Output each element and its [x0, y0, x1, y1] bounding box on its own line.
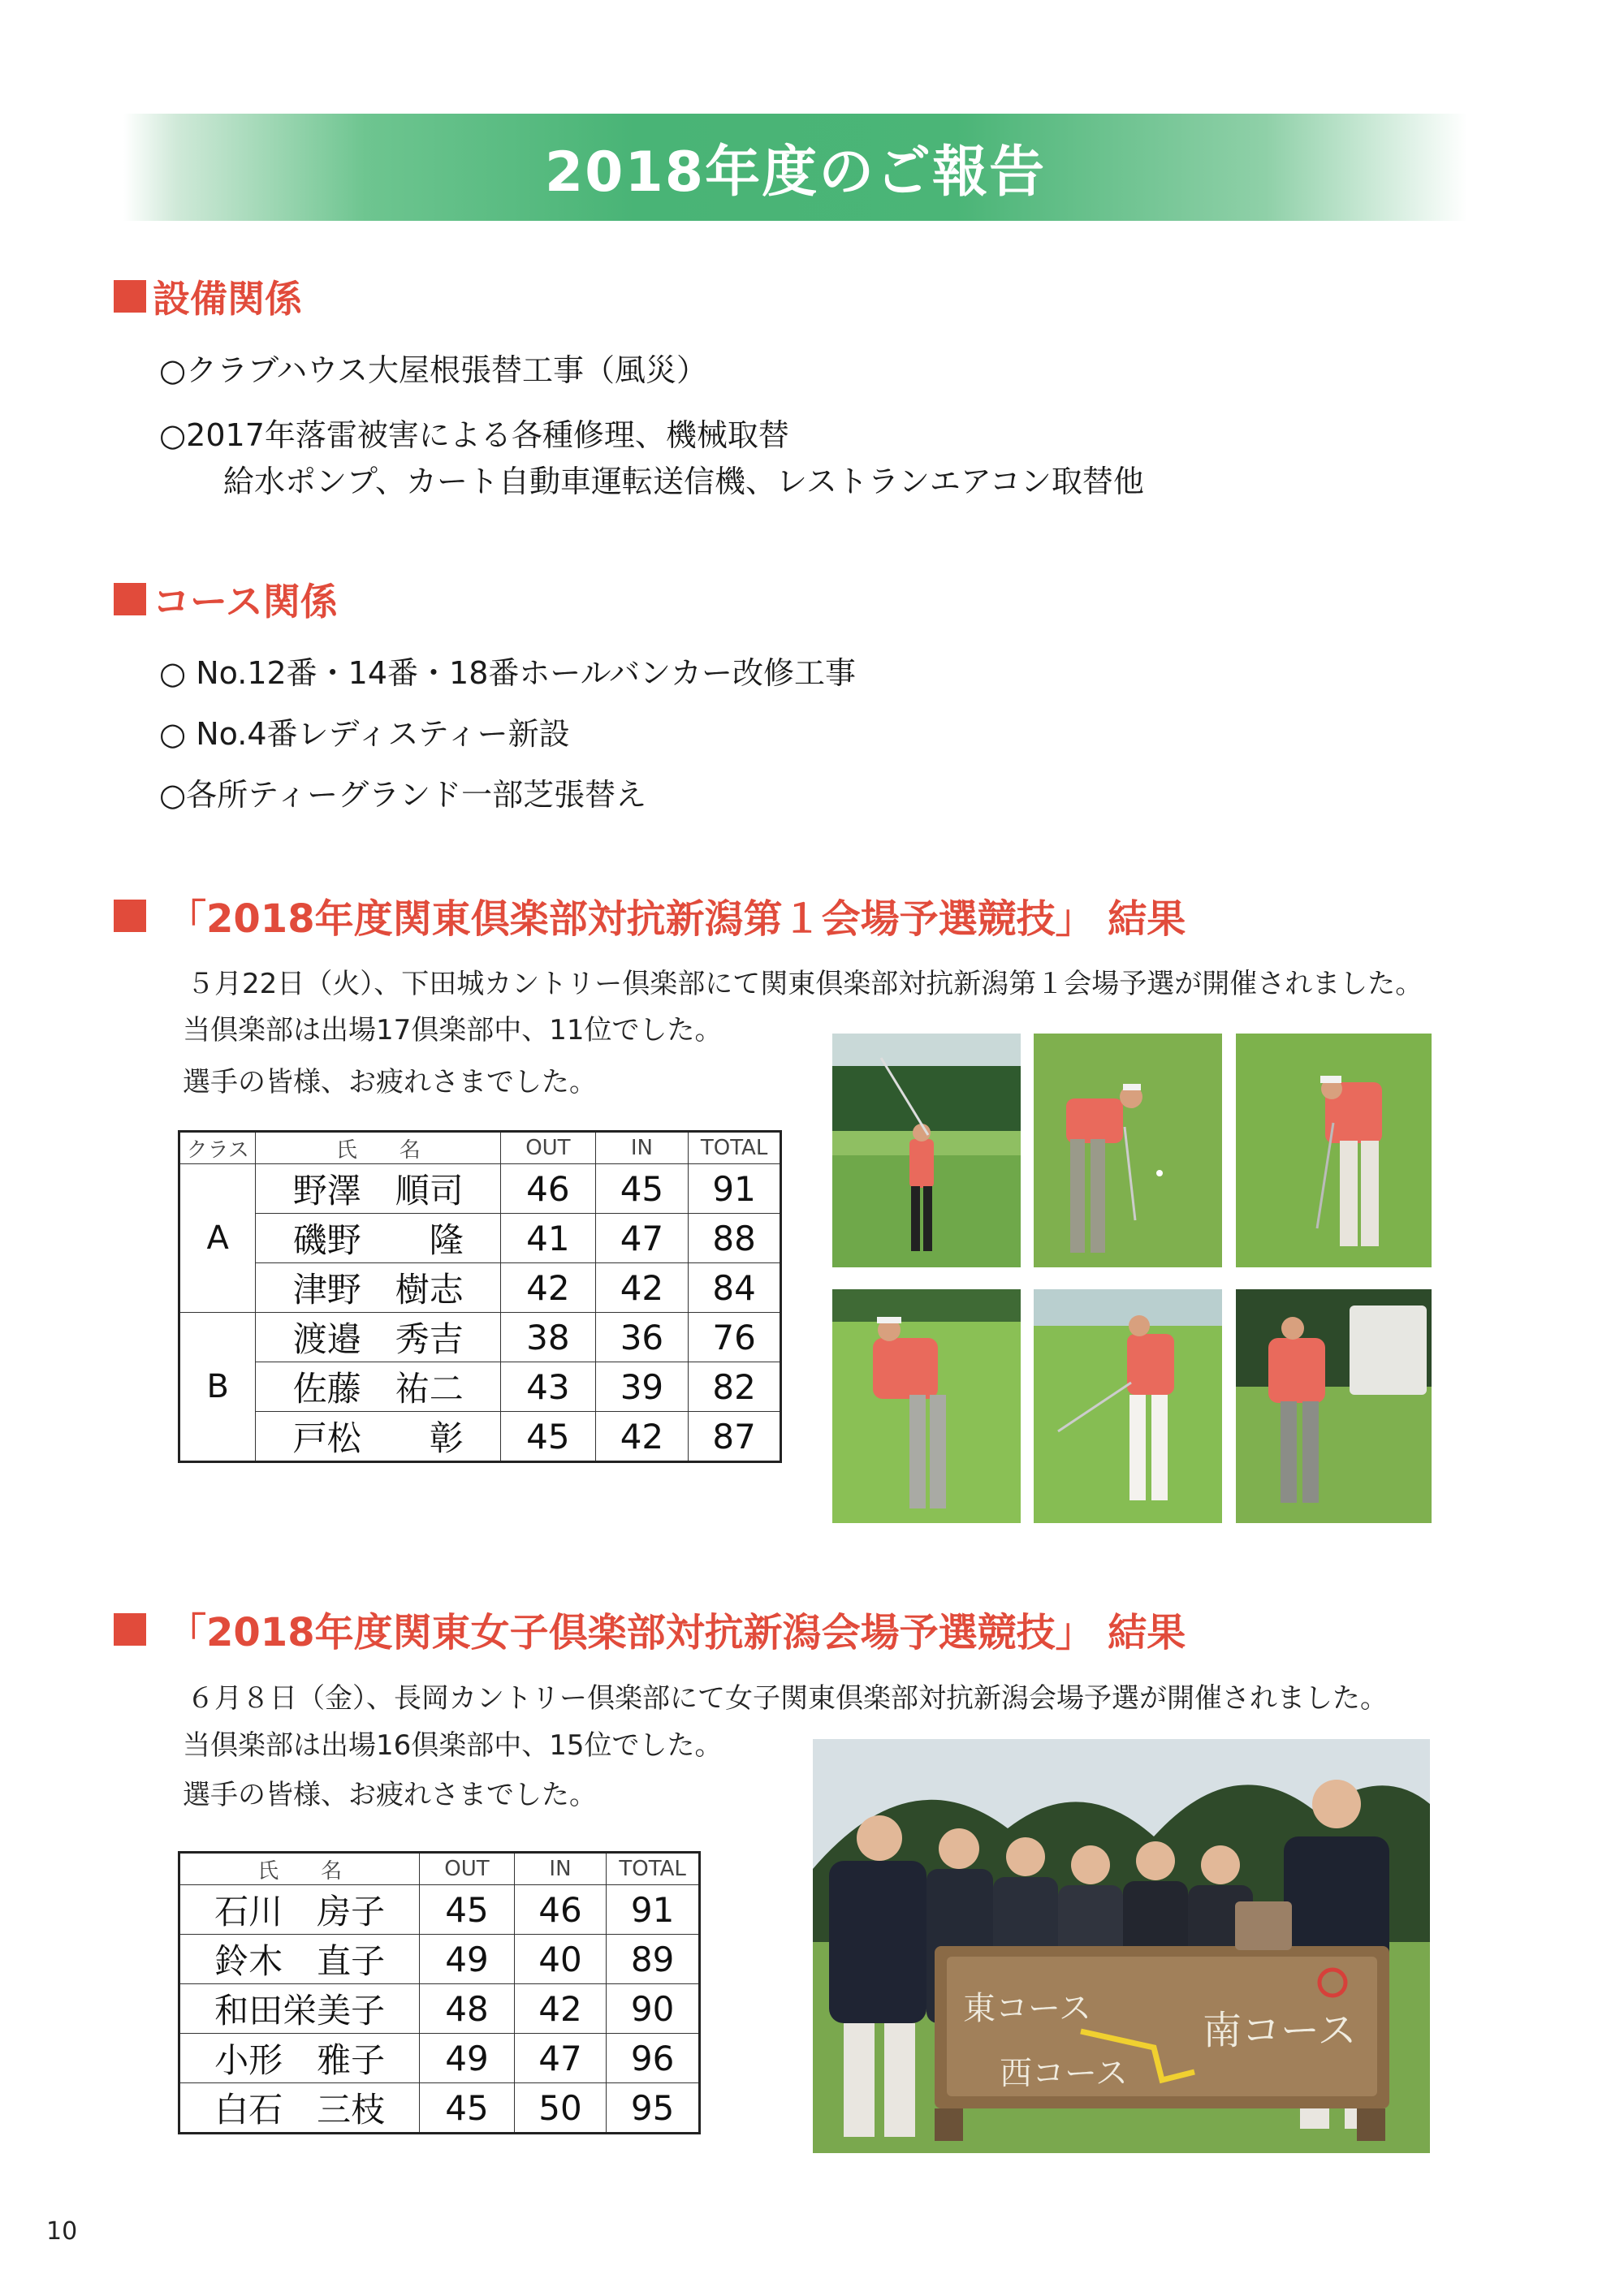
mens-para: ５月22日（火）、下田城カントリー倶楽部にて関東倶楽部対抗新潟第１会場予選が開催されました。 — [187, 968, 1423, 1000]
womens-para: 選手の皆様、お疲れさまでした。 — [183, 1779, 597, 1811]
table-row — [179, 1313, 781, 1362]
facilities-heading — [114, 270, 302, 323]
out-score: 46 — [501, 1164, 596, 1214]
out-score: 42 — [501, 1263, 596, 1313]
course-item: ○ No.4番レディスティー新設 — [159, 716, 570, 752]
golf-photo — [832, 1034, 1021, 1267]
in-score: 36 — [595, 1313, 689, 1362]
player-name: 野澤 順司 — [256, 1164, 501, 1214]
total-score: 84 — [689, 1263, 781, 1313]
col-in: IN — [595, 1132, 689, 1164]
table-header-row — [179, 1132, 781, 1164]
square-bullet-icon — [114, 1613, 146, 1646]
total-score: 91 — [607, 1885, 700, 1935]
total-score: 95 — [607, 2083, 700, 2134]
in-score: 42 — [514, 1984, 607, 2034]
womens-para: ６月８日（金）、長岡カントリー倶楽部にて女子関東倶楽部対抗新潟会場予選が開催されました。 — [187, 1682, 1388, 1715]
total-score: 96 — [607, 2034, 700, 2083]
col-total: TOTAL — [689, 1132, 781, 1164]
facilities-heading-text: 設備関係 — [153, 277, 302, 321]
out-score: 49 — [420, 1935, 514, 1984]
in-score: 46 — [514, 1885, 607, 1935]
table-row — [179, 1885, 700, 1935]
player-name: 石川 房子 — [179, 1885, 420, 1935]
total-score: 89 — [607, 1935, 700, 1984]
square-bullet-icon — [114, 900, 146, 932]
golf-photo — [832, 1289, 1021, 1523]
table-header-row — [179, 1853, 700, 1885]
out-score: 43 — [501, 1362, 596, 1412]
total-score: 88 — [689, 1214, 781, 1263]
table-row — [179, 1164, 781, 1214]
course-item: ○ No.12番・14番・18番ホールバンカー改修工事 — [159, 655, 856, 691]
player-name: 佐藤 祐二 — [256, 1362, 501, 1412]
table-row — [179, 2083, 700, 2134]
page-number: 10 — [46, 2217, 78, 2246]
sign-south-course: 南コース — [1203, 2008, 1357, 2053]
mens-score-table — [178, 1130, 782, 1463]
mens-heading — [114, 887, 1186, 943]
out-score: 49 — [420, 2034, 514, 2083]
course-heading — [114, 572, 338, 626]
out-score: 41 — [501, 1214, 596, 1263]
womens-score-table — [178, 1851, 701, 2134]
player-name: 白石 三枝 — [179, 2083, 420, 2134]
womens-heading-text: 「2018年度関東女子倶楽部対抗新潟会場予選競技」 結果 — [167, 1610, 1186, 1655]
class-cell: A — [179, 1164, 256, 1313]
in-score: 42 — [595, 1412, 689, 1462]
in-score: 47 — [514, 2034, 607, 2083]
golf-photo — [1034, 1289, 1222, 1523]
table-row — [179, 1935, 700, 1984]
page-title: 2018年度のご報告 — [544, 140, 1047, 205]
out-score: 48 — [420, 1984, 514, 2034]
table-row — [179, 1263, 781, 1313]
table-row — [179, 1412, 781, 1462]
in-score: 50 — [514, 2083, 607, 2134]
mens-para: 選手の皆様、お疲れさまでした。 — [183, 1066, 597, 1098]
group-photo — [813, 1739, 1430, 2153]
col-in: IN — [514, 1853, 607, 1885]
facilities-item: ○2017年落雷被害による各種修理、機械取替 — [159, 417, 789, 453]
player-name: 小形 雅子 — [179, 2034, 420, 2083]
mens-heading-text: 「2018年度関東倶楽部対抗新潟第１会場予選競技」 結果 — [167, 896, 1186, 942]
womens-para: 当倶楽部は出場16倶楽部中、15位でした。 — [183, 1729, 723, 1762]
in-score: 42 — [595, 1263, 689, 1313]
player-name: 渡邉 秀吉 — [256, 1313, 501, 1362]
square-bullet-icon — [114, 280, 146, 313]
womens-heading — [114, 1601, 1186, 1657]
col-total: TOTAL — [607, 1853, 700, 1885]
col-name: 氏 名 — [256, 1132, 501, 1164]
out-score: 45 — [420, 2083, 514, 2134]
total-score: 82 — [689, 1362, 781, 1412]
in-score: 45 — [595, 1164, 689, 1214]
table-row — [179, 1214, 781, 1263]
col-name: 氏 名 — [179, 1853, 420, 1885]
player-name: 戸松 彰 — [256, 1412, 501, 1462]
sign-west-course: 西コース — [1000, 2055, 1128, 2092]
table-row — [179, 1362, 781, 1412]
table-row — [179, 2034, 700, 2083]
total-score: 90 — [607, 1984, 700, 2034]
col-class: クラス — [179, 1132, 256, 1164]
title-banner — [123, 114, 1467, 221]
out-score: 38 — [501, 1313, 596, 1362]
col-out: OUT — [501, 1132, 596, 1164]
course-item: ○各所ティーグランド一部芝張替え — [159, 777, 647, 813]
golf-photo — [1236, 1289, 1432, 1523]
out-score: 45 — [420, 1885, 514, 1935]
facilities-item: ○クラブハウス大屋根張替工事（風災） — [159, 352, 707, 388]
total-score: 91 — [689, 1164, 781, 1214]
facilities-item-sub: 給水ポンプ、カート自動車運転送信機、レストランエアコン取替他 — [223, 464, 1144, 499]
in-score: 47 — [595, 1214, 689, 1263]
mens-para: 当倶楽部は出場17倶楽部中、11位でした。 — [183, 1014, 723, 1047]
player-name: 津野 樹志 — [256, 1263, 501, 1313]
sign-east-course: 東コース — [963, 1990, 1091, 2027]
player-name: 鈴木 直子 — [179, 1935, 420, 1984]
total-score: 87 — [689, 1412, 781, 1462]
course-heading-text: コース関係 — [153, 580, 338, 624]
in-score: 39 — [595, 1362, 689, 1412]
golf-photo — [1034, 1034, 1222, 1267]
in-score: 40 — [514, 1935, 607, 1984]
col-out: OUT — [420, 1853, 514, 1885]
class-cell: B — [179, 1313, 256, 1462]
square-bullet-icon — [114, 583, 146, 615]
player-name: 和田栄美子 — [179, 1984, 420, 2034]
table-row — [179, 1984, 700, 2034]
total-score: 76 — [689, 1313, 781, 1362]
player-name: 磯野 隆 — [256, 1214, 501, 1263]
out-score: 45 — [501, 1412, 596, 1462]
golf-photo — [1236, 1034, 1432, 1267]
